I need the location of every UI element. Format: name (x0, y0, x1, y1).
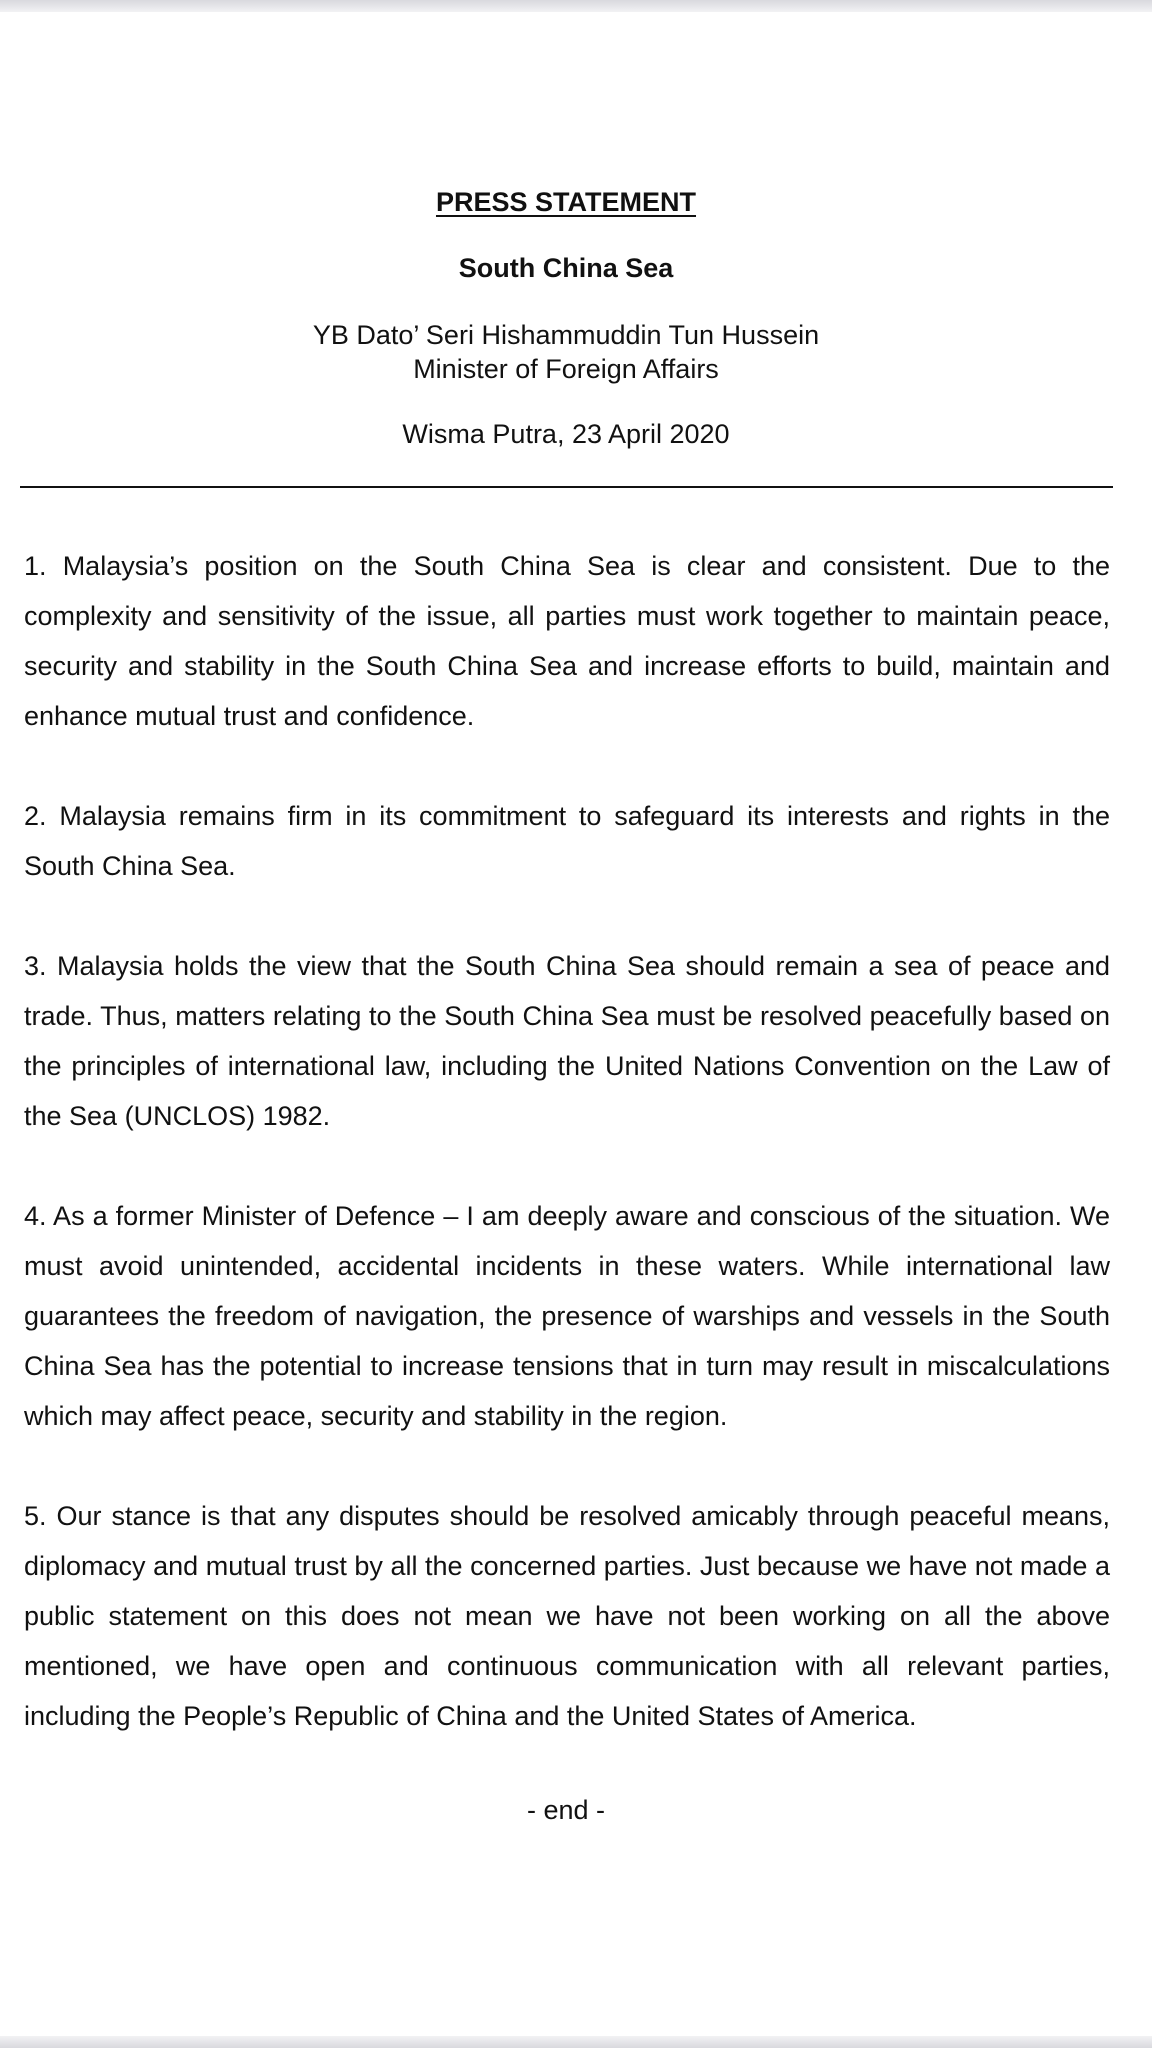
author-role: Minister of Foreign Affairs (413, 354, 719, 384)
dateline: Wisma Putra, 23 April 2020 (402, 419, 730, 449)
page-top-edge (0, 0, 1152, 12)
paragraph-5: 5. Our stance is that any disputes should be resolved amicably through peaceful means, diplomacy and mutual trust by all the concerned parties. Just because we have not made a public statement on this does not mean we have not been working on all the above mentioned, we have open and continuous communication with all relevant parties, including the People’s Republic of China and the United States of America. (24, 1501, 1110, 1731)
author-name: YB Dato’ Seri Hishammuddin Tun Hussein (312, 320, 820, 350)
header-divider (20, 486, 1113, 488)
document-subject: South China Sea (458, 253, 674, 283)
paragraph-4: 4. As a former Minister of Defence – I am deeply aware and conscious of the situation. We must avoid unintended, accidental incidents in these waters. While international law guarantees the freedom of navigation, the presence of warships and vessels in the South China Sea has the potential to increase tensions that in turn may result in miscalculations which may affect peace, security and stability in the region. (24, 1201, 1110, 1431)
paragraph-2: 2. Malaysia remains firm in its commitment to safeguard its interests and rights in the South China Sea. (24, 801, 1110, 881)
document-title: PRESS STATEMENT (435, 187, 697, 217)
paragraph-3: 3. Malaysia holds the view that the South China Sea should remain a sea of peace and trade. Thus, matters relating to the South China Sea must be resolved peacefully based on the principles of international law, including the United Nations Convention on the Law of the Sea (UNCLOS) 1982. (24, 951, 1110, 1131)
paragraph-1: 1. Malaysia’s position on the South China Sea is clear and consistent. Due to the complexity and sensitivity of the issue, all parties must work together to maintain peace, security and stability in the South China Sea and increase efforts to build, maintain and enhance mutual trust and confidence. (24, 551, 1110, 731)
end-mark: - end - (526, 1795, 606, 1825)
page-bottom-edge (0, 2036, 1152, 2048)
document-page (0, 12, 1152, 2036)
